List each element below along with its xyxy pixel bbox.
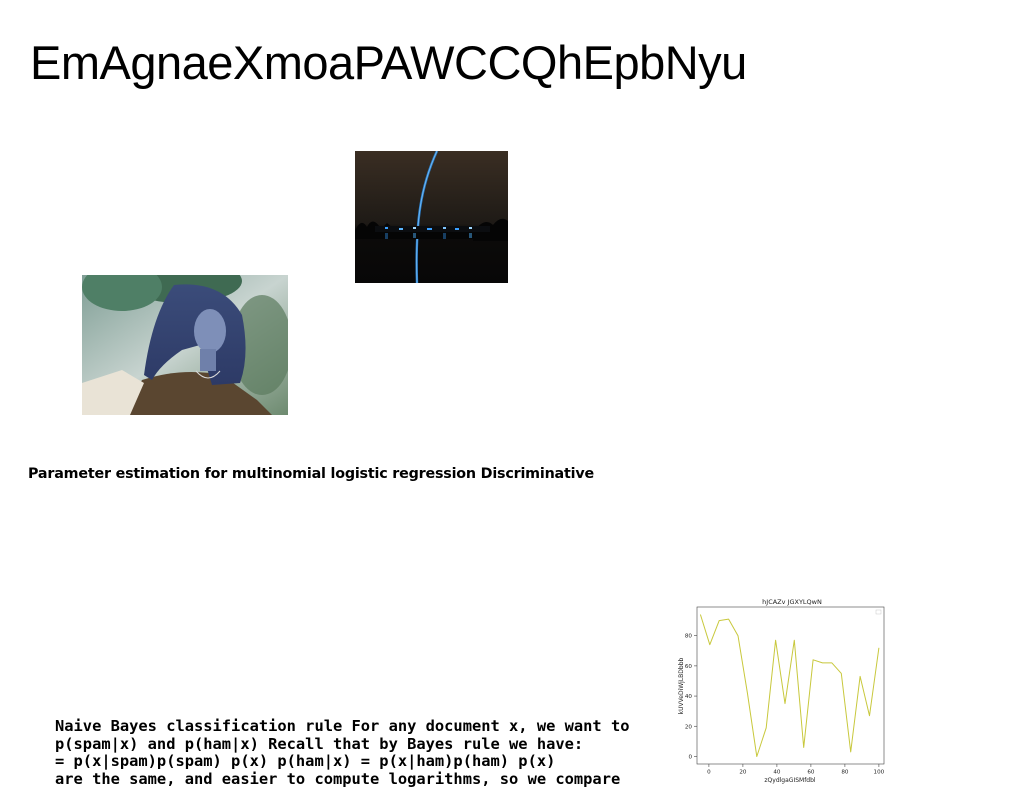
chart-ytick-label: 20 [684,724,692,731]
body-line: Naive Bayes classification rule For any document x, we want to [55,717,630,735]
body-line: p(spam|x) and p(ham|x) Recall that by Bayes rule we have: [55,734,584,753]
chart-xtick-label: 40 [773,769,781,776]
chart-plot-frame [697,607,884,764]
body-paragraph [55,718,655,788]
chart-ytick-label: 60 [684,663,692,670]
body-line: = p(x|spam)p(spam) p(x) p(ham|x) = p(x|ham)p(ham) p(x) [55,752,556,770]
portrait-photo [82,275,288,415]
chart-xlabel: zQydlgaGISMfdbl [764,777,816,784]
chart-ylabel: kUVVeDiWjLBDbbb [678,657,685,715]
chart-xtick-label: 100 [873,769,885,776]
page-title: EmAgnaeXmoaPAWCCQhEpbNyu [30,36,747,89]
line-chart [672,594,892,788]
chart-ytick-label: 40 [684,694,692,701]
chart-xtick-label: 20 [739,769,747,776]
chart-ytick-label: 80 [684,633,692,640]
chart-xtick-label: 60 [807,769,815,776]
chart-ytick-label: 0 [688,754,692,761]
chart-xtick-label: 80 [841,769,849,776]
night-skyline-photo [355,151,508,283]
body-line: are the same, and easier to compute logarithms, so we compare [55,769,621,788]
chart-xtick-label: 0 [707,769,711,776]
chart-title: hJCAZv JGXYLQwN [762,598,822,606]
section-heading: Parameter estimation for multinomial logistic regression Discriminative [28,466,594,482]
